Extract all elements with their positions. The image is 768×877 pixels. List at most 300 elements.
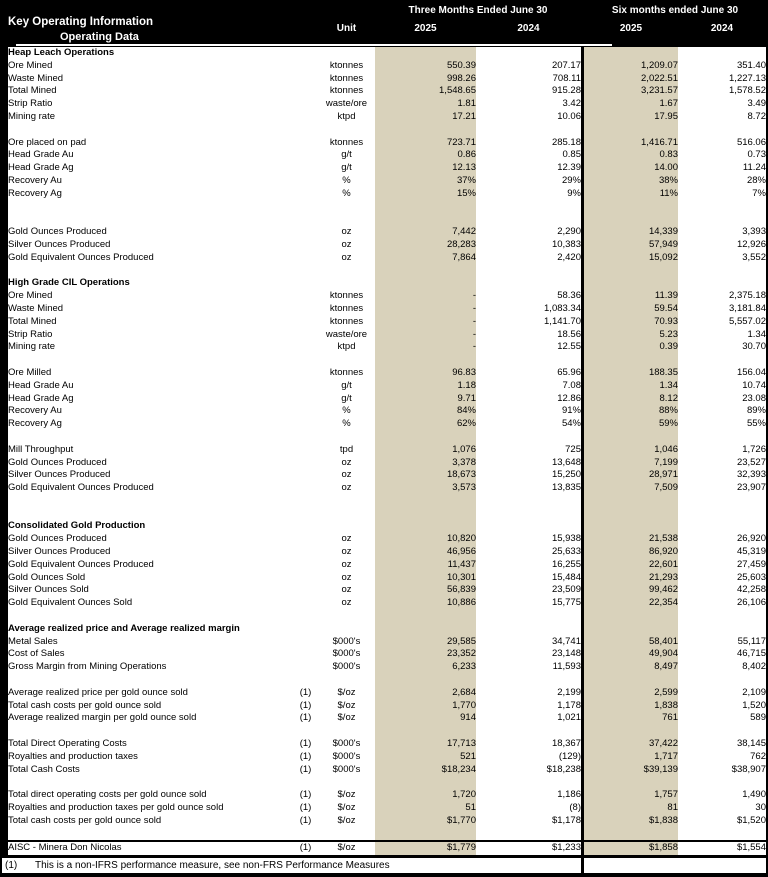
cell-3m-2025: - <box>375 316 476 329</box>
cell-3m-2024: $1,178 <box>551 814 581 826</box>
row-note <box>293 73 318 86</box>
cell-6m-2025: 5.23 <box>581 329 678 342</box>
cell-6m-2024: 3,181.84 <box>729 302 766 314</box>
row-label: Ore Mined <box>8 290 53 302</box>
spacer-row <box>8 725 766 738</box>
cell-3m-2025 <box>375 674 476 687</box>
row-label: Recovery Au <box>8 405 62 417</box>
cell-3m-2024 <box>476 776 581 789</box>
row-label: Silver Ounces Produced <box>8 469 111 481</box>
cell-3m-2025: 521 <box>375 751 476 764</box>
row-note <box>293 213 318 226</box>
cell-6m-2025: 57,949 <box>581 239 678 252</box>
row-label <box>8 610 293 623</box>
row-note <box>293 584 318 597</box>
cell-3m-2024 <box>476 520 581 533</box>
cell-3m-2025: 17,713 <box>375 738 476 751</box>
cell-3m-2024 <box>476 495 581 508</box>
row-unit: $000's <box>332 763 361 775</box>
row-note <box>293 290 318 303</box>
cell-6m-2025 <box>581 828 678 842</box>
row-unit: $/oz <box>337 686 356 698</box>
table-row <box>8 533 766 546</box>
cell-3m-2025: 51 <box>375 802 476 815</box>
row-note <box>293 546 318 559</box>
three-months-2024-header: 2024 <box>517 23 540 34</box>
cell-6m-2024: 42,258 <box>736 584 766 596</box>
cell-6m-2025: 0.83 <box>581 149 678 162</box>
cell-6m-2024: 1,726 <box>742 443 766 455</box>
cell-6m-2025: 1.67 <box>581 98 678 111</box>
row-label: Silver Ounces Produced <box>8 546 111 558</box>
row-note <box>293 367 318 380</box>
row-note <box>293 341 318 354</box>
row-note <box>293 226 318 239</box>
cell-6m-2025: 1,209.07 <box>581 60 678 73</box>
spacer-row <box>8 354 766 367</box>
row-label: Head Grade Ag <box>8 392 74 404</box>
cell-3m-2024 <box>476 828 581 842</box>
cell-3m-2025: 84% <box>375 405 476 418</box>
table-row <box>8 751 766 764</box>
cell-3m-2024: 725 <box>565 443 581 455</box>
row-unit: $000's <box>332 750 361 762</box>
row-label: Royalties and production taxes <box>8 750 138 762</box>
page-title: Key Operating Information <box>8 16 154 28</box>
cell-6m-2025 <box>581 354 678 367</box>
cell-6m-2024: 46,715 <box>736 648 766 660</box>
row-unit: % <box>342 174 351 186</box>
cell-3m-2024: 23,509 <box>551 584 581 596</box>
cell-6m-2025: 28,971 <box>581 469 678 482</box>
cell-6m-2025: 99,462 <box>581 584 678 597</box>
cell-3m-2025 <box>375 828 476 842</box>
cell-6m-2024: 26,106 <box>736 597 766 609</box>
cell-3m-2024: 1,186 <box>557 789 581 801</box>
row-label: Cost of Sales <box>8 648 65 660</box>
cell-6m-2024: 7% <box>752 187 766 199</box>
row-unit <box>318 124 375 137</box>
cell-3m-2024: 708.11 <box>552 72 581 84</box>
cell-3m-2024 <box>476 201 581 214</box>
cell-3m-2025 <box>375 431 476 444</box>
cell-3m-2024 <box>476 124 581 137</box>
cell-3m-2025: 3,378 <box>375 457 476 470</box>
row-unit: $/oz <box>337 712 356 724</box>
cell-3m-2024: (8) <box>569 802 581 814</box>
table-row <box>8 572 766 585</box>
cell-3m-2024: 15,250 <box>551 469 581 481</box>
cell-6m-2024 <box>678 725 766 738</box>
row-unit: $000's <box>332 635 361 647</box>
cell-3m-2024: 13,835 <box>551 482 581 494</box>
cell-6m-2024 <box>678 610 766 623</box>
cell-3m-2025 <box>375 508 476 521</box>
cell-6m-2025: 1,838 <box>581 700 678 713</box>
cell-6m-2025 <box>581 508 678 521</box>
table-row <box>8 393 766 406</box>
row-unit: waste/ore <box>325 328 368 340</box>
row-label: Total Mined <box>8 315 57 327</box>
row-note <box>293 776 318 789</box>
row-note <box>293 508 318 521</box>
cell-3m-2025: $18,234 <box>375 764 476 777</box>
row-unit: oz <box>341 238 352 250</box>
table-row <box>8 380 766 393</box>
row-note <box>293 661 318 674</box>
row-note: (1) <box>299 738 312 750</box>
cell-3m-2024: 25,633 <box>551 546 581 558</box>
row-note <box>293 828 318 842</box>
row-unit: waste/ore <box>325 98 368 110</box>
cell-6m-2025: 59% <box>581 418 678 431</box>
cell-3m-2025: $1,779 <box>375 841 476 855</box>
cell-6m-2024: 28% <box>746 174 766 186</box>
cell-6m-2025: 59.54 <box>581 303 678 316</box>
table-row <box>8 584 766 597</box>
footnote-row <box>0 855 768 877</box>
cell-6m-2025: 188.35 <box>581 367 678 380</box>
table-row <box>8 559 766 572</box>
row-label: Total Cash Costs <box>8 763 80 775</box>
table-row <box>8 329 766 342</box>
cell-6m-2025: 0.39 <box>581 341 678 354</box>
cell-6m-2024: 1,520 <box>742 699 766 711</box>
cell-6m-2025 <box>581 674 678 687</box>
cell-6m-2025 <box>581 213 678 226</box>
cell-6m-2024 <box>678 201 766 214</box>
cell-6m-2024 <box>678 277 766 290</box>
row-label: Gold Equivalent Ounces Produced <box>8 251 154 263</box>
row-label: Ore placed on pad <box>8 136 87 148</box>
cell-6m-2024: 10.74 <box>742 379 766 391</box>
row-unit <box>318 623 375 636</box>
table-row <box>8 367 766 380</box>
row-note: (1) <box>299 699 312 711</box>
row-note <box>293 188 318 201</box>
cell-6m-2025: 86,920 <box>581 546 678 559</box>
table-row <box>8 469 766 482</box>
table-row <box>8 252 766 265</box>
row-note <box>293 354 318 367</box>
row-unit: % <box>342 418 351 430</box>
cell-6m-2024: 12,926 <box>736 238 766 250</box>
cell-6m-2024 <box>678 265 766 278</box>
cell-6m-2024 <box>678 623 766 636</box>
cell-3m-2024: 34,741 <box>551 635 581 647</box>
row-unit: % <box>342 187 351 199</box>
cell-3m-2025 <box>375 354 476 367</box>
cell-6m-2024: 26,920 <box>736 533 766 545</box>
cell-3m-2025: 7,442 <box>375 226 476 239</box>
cell-6m-2024: 8.72 <box>747 110 766 122</box>
row-label: Consolidated Gold Production <box>8 520 146 532</box>
row-note <box>293 482 318 495</box>
cell-6m-2025 <box>581 431 678 444</box>
row-label <box>8 508 293 521</box>
table-row <box>8 764 766 777</box>
cell-3m-2024: 3.42 <box>562 98 581 110</box>
row-note: (1) <box>299 686 312 698</box>
row-unit <box>318 776 375 789</box>
row-note <box>293 111 318 124</box>
cell-3m-2025 <box>375 201 476 214</box>
cell-3m-2025: 17.21 <box>375 111 476 124</box>
table-row <box>8 60 766 73</box>
row-note <box>293 648 318 661</box>
spacer-row <box>8 610 766 623</box>
row-note <box>293 610 318 623</box>
cell-3m-2025 <box>375 213 476 226</box>
row-unit: ktonnes <box>329 72 364 84</box>
cell-6m-2024 <box>678 124 766 137</box>
cell-3m-2024: 10.06 <box>557 110 581 122</box>
cell-3m-2025 <box>375 495 476 508</box>
row-label: Head Grade Ag <box>8 162 74 174</box>
cell-6m-2024 <box>678 508 766 521</box>
table-row <box>8 137 766 150</box>
table-row <box>8 316 766 329</box>
cell-6m-2025: 3,231.57 <box>581 85 678 98</box>
row-label: Total cash costs per gold ounce sold <box>8 814 162 826</box>
row-note <box>293 149 318 162</box>
cell-6m-2025: 2,599 <box>581 687 678 700</box>
row-note <box>293 674 318 687</box>
row-label: Mining rate <box>8 341 55 353</box>
cell-6m-2024: 55% <box>746 418 766 430</box>
row-label: Mining rate <box>8 110 55 122</box>
row-unit: g/t <box>341 162 352 174</box>
row-note: (1) <box>299 763 312 775</box>
row-note: (1) <box>299 814 312 826</box>
cell-6m-2024: 3,393 <box>742 226 766 238</box>
cell-3m-2024: 15,775 <box>551 597 581 609</box>
row-note <box>293 444 318 457</box>
cell-6m-2025: 1,046 <box>581 444 678 457</box>
row-label: Heap Leach Operations <box>8 47 115 58</box>
row-label: Average realized price per gold ounce sold <box>8 686 188 698</box>
row-note <box>293 572 318 585</box>
row-note: (1) <box>299 750 312 762</box>
row-label <box>8 124 293 137</box>
cell-3m-2024: 7.08 <box>562 379 581 391</box>
cell-6m-2024: 23,907 <box>736 482 766 494</box>
cell-3m-2024: 18.56 <box>557 328 581 340</box>
table-row <box>8 162 766 175</box>
cell-6m-2024: 351.40 <box>736 59 766 71</box>
row-unit: oz <box>341 533 352 545</box>
row-label: Total cash costs per gold ounce sold <box>8 699 162 711</box>
row-label: Head Grade Au <box>8 149 74 161</box>
row-unit <box>318 201 375 214</box>
row-unit <box>318 674 375 687</box>
row-label <box>8 265 293 278</box>
cell-3m-2025: - <box>375 341 476 354</box>
row-label <box>8 828 293 842</box>
cell-6m-2025: 88% <box>581 405 678 418</box>
row-label: Total Mined <box>8 85 57 97</box>
row-unit: $000's <box>332 738 361 750</box>
cell-6m-2024: 3,552 <box>742 251 766 263</box>
cell-6m-2025: 8,497 <box>581 661 678 674</box>
cell-3m-2025: 1,076 <box>375 444 476 457</box>
spacer-row <box>8 828 766 842</box>
row-unit: ktonnes <box>329 366 364 378</box>
cell-6m-2025: 14,339 <box>581 226 678 239</box>
row-unit: ktonnes <box>329 85 364 97</box>
cell-6m-2024: 38,145 <box>736 738 766 750</box>
row-note <box>293 393 318 406</box>
row-note: (1) <box>299 802 312 814</box>
row-unit: g/t <box>341 379 352 391</box>
row-note <box>293 98 318 111</box>
table-row <box>8 597 766 610</box>
cell-6m-2024: 156.04 <box>736 366 766 378</box>
table-row <box>8 457 766 470</box>
cell-6m-2025 <box>581 47 678 60</box>
cell-3m-2025: 6,233 <box>375 661 476 674</box>
row-note <box>293 405 318 418</box>
table-row <box>8 175 766 188</box>
row-note <box>293 239 318 252</box>
cell-3m-2025: 10,886 <box>375 597 476 610</box>
cell-6m-2025: 17.95 <box>581 111 678 124</box>
cell-6m-2025: 2,022.51 <box>581 73 678 86</box>
row-unit <box>318 508 375 521</box>
row-unit <box>318 495 375 508</box>
table-row <box>8 482 766 495</box>
cell-3m-2025: 723.71 <box>375 137 476 150</box>
cell-3m-2024: 58.36 <box>557 290 581 302</box>
table-row <box>8 290 766 303</box>
row-unit: g/t <box>341 392 352 404</box>
row-label <box>8 431 293 444</box>
cell-3m-2024: 11,593 <box>552 661 581 673</box>
operating-rows <box>8 47 766 855</box>
row-label: Strip Ratio <box>8 98 53 110</box>
cell-3m-2024: 1,141.70 <box>544 315 581 327</box>
spacer-row <box>8 508 766 521</box>
row-label: Royalties and production taxes per gold ounce sold <box>8 802 224 814</box>
row-label <box>8 725 293 738</box>
row-label: Waste Mined <box>8 302 64 314</box>
row-note <box>293 559 318 572</box>
cell-6m-2024: 23,527 <box>736 456 766 468</box>
cell-6m-2024: 3.49 <box>747 98 766 110</box>
table-row <box>8 239 766 252</box>
cell-3m-2024: $18,238 <box>546 763 581 775</box>
row-note <box>293 329 318 342</box>
cell-6m-2024 <box>678 828 766 842</box>
cell-6m-2025: 14.00 <box>581 162 678 175</box>
cell-3m-2024: 2,290 <box>557 226 581 238</box>
cell-6m-2024: $38,907 <box>731 763 766 775</box>
cell-6m-2024 <box>678 213 766 226</box>
row-label: High Grade CIL Operations <box>8 277 130 289</box>
row-label: Gold Equivalent Ounces Produced <box>8 482 154 494</box>
row-label: Ore Mined <box>8 59 53 71</box>
operating-data-table <box>8 47 766 855</box>
row-note <box>293 47 318 60</box>
cell-3m-2024 <box>476 213 581 226</box>
cell-6m-2025 <box>581 520 678 533</box>
row-note <box>293 316 318 329</box>
table-row <box>8 149 766 162</box>
operating-data-subtitle: Operating Data <box>60 31 139 43</box>
table-row <box>8 712 766 725</box>
row-note <box>293 252 318 265</box>
cell-3m-2024: 1,021 <box>557 712 581 724</box>
cell-3m-2025 <box>375 610 476 623</box>
cell-3m-2024: 91% <box>561 405 581 417</box>
table-row <box>8 661 766 674</box>
row-label: Gold Ounces Produced <box>8 533 107 545</box>
row-note <box>293 137 318 150</box>
cell-3m-2025: 914 <box>375 712 476 725</box>
cell-3m-2025 <box>375 623 476 636</box>
cell-3m-2024: 1,083.34 <box>544 302 581 314</box>
row-unit: oz <box>341 571 352 583</box>
row-label: Recovery Ag <box>8 187 62 199</box>
cell-3m-2025: 2,684 <box>375 687 476 700</box>
row-note <box>293 636 318 649</box>
cell-6m-2024: 11.24 <box>742 162 766 174</box>
cell-3m-2025: 15% <box>375 188 476 201</box>
row-note <box>293 469 318 482</box>
table-row <box>8 98 766 111</box>
cell-6m-2024 <box>678 776 766 789</box>
cell-3m-2025: 550.39 <box>375 60 476 73</box>
row-unit: $/oz <box>337 802 356 814</box>
cell-6m-2025: 7,199 <box>581 457 678 470</box>
table-body-wrapper <box>0 47 768 855</box>
cell-3m-2024 <box>476 674 581 687</box>
six-months-2025-header: 2025 <box>619 23 643 34</box>
cell-3m-2024: 10,383 <box>551 238 581 250</box>
row-note <box>293 265 318 278</box>
cell-3m-2025: 96.83 <box>375 367 476 380</box>
cell-6m-2025 <box>581 201 678 214</box>
footnote-text: This is a non-IFRS performance measure, see non-FRS Performance Measures <box>35 860 390 872</box>
cell-6m-2025 <box>581 623 678 636</box>
row-label: Gold Equivalent Ounces Produced <box>8 558 154 570</box>
cell-6m-2025: $1,838 <box>581 815 678 828</box>
cell-3m-2024 <box>476 725 581 738</box>
cell-3m-2025: 1,548.65 <box>375 85 476 98</box>
table-row <box>8 73 766 86</box>
cell-6m-2024: 1,227.13 <box>729 72 766 84</box>
period-divider-line <box>581 47 584 877</box>
row-unit: oz <box>341 251 352 263</box>
row-unit: oz <box>341 546 352 558</box>
row-note <box>293 725 318 738</box>
cell-6m-2024 <box>678 431 766 444</box>
row-label: Mill Throughput <box>8 443 74 455</box>
row-label: Recovery Ag <box>8 418 62 430</box>
table-row <box>8 444 766 457</box>
table-row <box>8 303 766 316</box>
row-note <box>293 520 318 533</box>
row-unit: $/oz <box>337 814 356 826</box>
cell-3m-2025: 62% <box>375 418 476 431</box>
cell-6m-2025: 7,509 <box>581 482 678 495</box>
cell-3m-2025: 10,820 <box>375 533 476 546</box>
three-months-2025-header: 2025 <box>414 23 437 34</box>
cell-3m-2024: 15,484 <box>551 571 581 583</box>
cell-6m-2024: 5,557.02 <box>729 315 766 327</box>
table-header <box>0 0 768 47</box>
row-unit: ktonnes <box>329 315 364 327</box>
